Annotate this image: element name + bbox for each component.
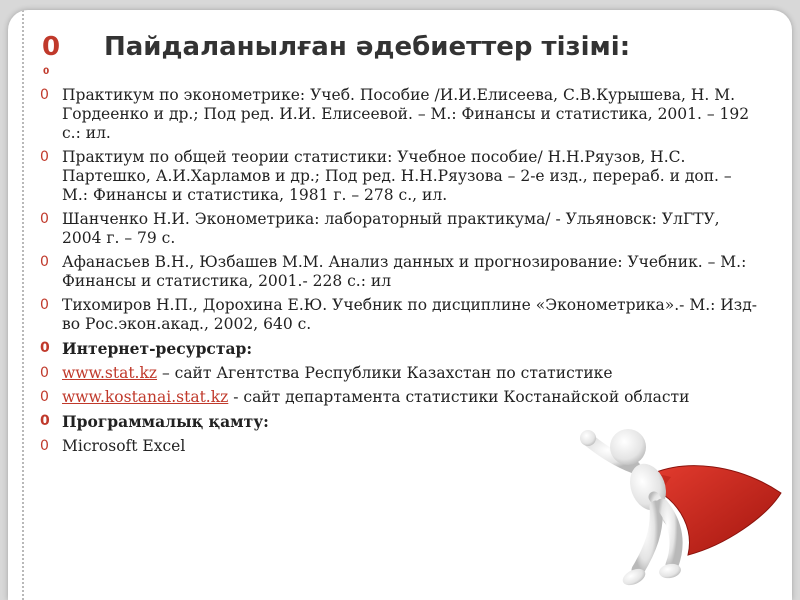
internet-heading-item <box>40 339 760 359</box>
bullet-icon: 0 <box>40 340 50 356</box>
internet-resources-heading: Интернет-ресурстар: <box>62 339 253 358</box>
link-description: - сайт департамента статистики Костанайской области <box>228 388 690 406</box>
reference-item <box>40 253 760 291</box>
reference-text: Афанасьев В.Н., Юзбашев М.М. Анализ данных и прогнозирование: Учебник. – М.: Финансы и статистика, 2001.- 228 с.: ил <box>62 253 747 290</box>
link-description: – сайт Агентства Республики Казахстан по статистике <box>157 364 613 382</box>
bullet-icon: 0 <box>40 413 50 429</box>
bullet-icon: 0 <box>40 438 49 454</box>
dotted-border <box>22 10 24 600</box>
superhero-icon <box>576 405 786 600</box>
bullet-icon: 0 <box>40 87 49 103</box>
reference-text: Практиум по общей теории статистики: Учебное пособие/ Н.Н.Ряузов, Н.С. Партешко, А.И.Харламов и др.; Под ред. Н.Н.Ряузова – 2-е изд., перераб. и доп. – М.: Финансы и статистика, 1981 г. – 278 с., ил. <box>62 148 732 204</box>
link-kostanai-stat-kz[interactable]: www.kostanai.stat.kz <box>62 388 229 406</box>
link-stat-kz[interactable]: www.stat.kz <box>62 364 158 382</box>
title-marker-small: 0 <box>43 67 50 77</box>
reference-text: Практикум по эконометрике: Учеб. Пособие /И.И.Елисеева, С.В.Курышева, Н. М. Гордеенко и др.; Под ред. И.И. Елисеевой. – М.: Финансы и статистика, 2001. – 192 с.: ил. <box>62 86 750 142</box>
bullet-icon: 0 <box>40 149 49 165</box>
bullet-icon: 0 <box>40 211 49 227</box>
bullet-icon: 0 <box>40 297 49 313</box>
reference-text: Шанченко Н.И. Эконометрика: лабораторный практикума/ - Ульяновск: УлГТУ, 2004 г. – 79 с. <box>62 210 720 247</box>
software-heading: Программалық қамту: <box>62 412 269 431</box>
reference-item <box>40 296 760 334</box>
bullet-icon: 0 <box>40 389 49 405</box>
slide <box>8 10 792 600</box>
reference-item <box>40 148 760 205</box>
bullet-icon: 0 <box>40 254 49 270</box>
reference-item <box>40 86 760 143</box>
link-item <box>40 364 760 383</box>
reference-text: Тихомиров Н.П., Дорохина Е.Ю. Учебник по дисциплине «Эконометрика».- М.: Изд-во Рос.экон.акад., 2002, 640 с. <box>62 296 758 333</box>
title-marker: 0 <box>42 32 61 62</box>
software-name: Microsoft Excel <box>62 437 186 455</box>
page-title: Пайдаланылған әдебиеттер тізімі: <box>104 32 631 62</box>
bullet-icon: 0 <box>40 365 49 381</box>
reference-item <box>40 210 760 248</box>
